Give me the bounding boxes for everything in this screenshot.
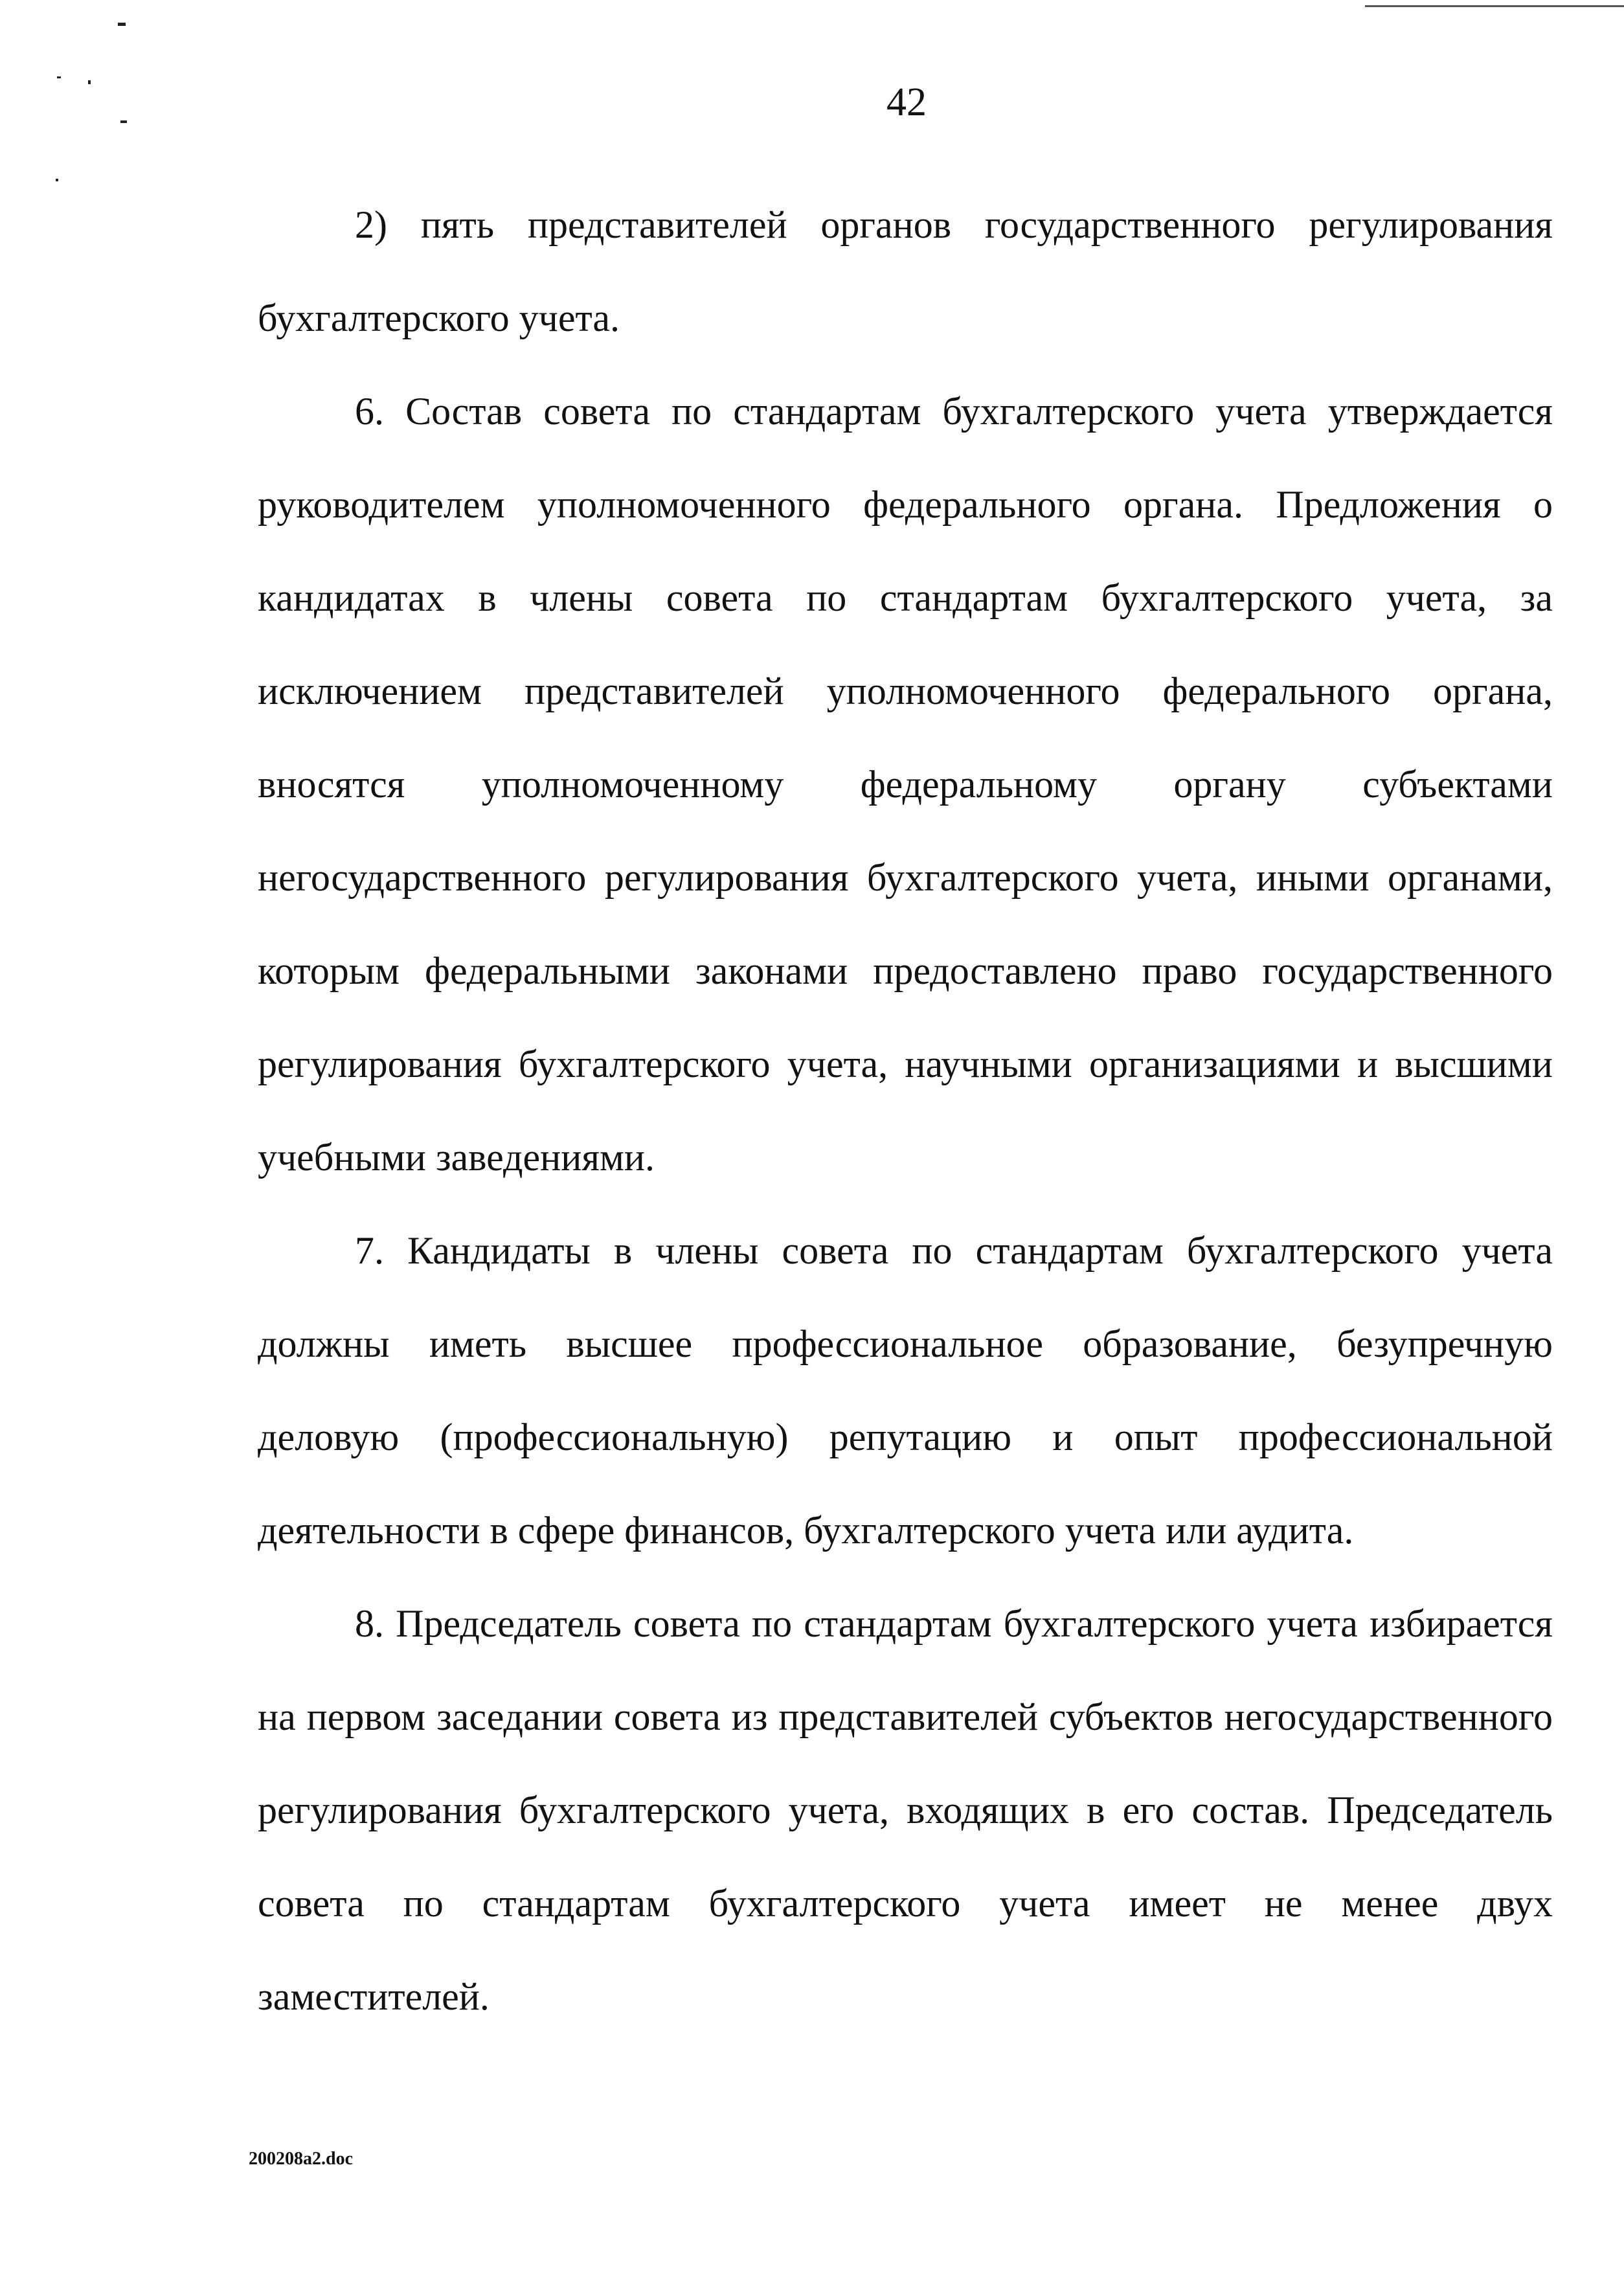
scan-mark: [88, 80, 91, 84]
scan-mark: [120, 120, 127, 123]
paragraph-8: 8. Председатель совета по стандартам бухгалтерского учета избирается на первом заседании совета из представителей субъектов негосударственного регулирования бухгалтерского учета, входящих в его состав. Председатель совета по стандартам бухгалтерского учета имеет не менее двух заместителей.: [258, 1602, 1553, 2018]
paragraph-item-2: 2) пять представителей органов государственного регулирования бухгалтерского учета.: [258, 203, 1553, 339]
document-body: [258, 178, 1553, 2043]
scan-mark: [57, 76, 61, 78]
paragraph-6: 6. Состав совета по стандартам бухгалтерского учета утверждается руководителем уполномоченного федерального органа. Предложения о кандидатах в члены совета по стандартам бухгалтерского учета, за исключением представителей уполномоченного федерального органа, вносятся уполномоченному федеральному органу субъектами негосударственного регулирования бухгалтерского учета, иными органами, которым федеральными законами предоставлено право государственного регулирования бухгалтерского учета, научными организациями и высшими учебными заведениями.: [258, 390, 1553, 1179]
page-number: 42: [886, 80, 927, 124]
scan-mark: [118, 23, 126, 26]
scan-mark: [56, 179, 58, 181]
footer-filename: 200208a2.doc: [249, 2149, 353, 2169]
scan-top-rule: [1365, 5, 1624, 7]
paragraph-7: 7. Кандидаты в члены совета по стандартам бухгалтерского учета должны иметь высшее профессиональное образование, безупречную деловую (профессиональную) репутацию и опыт профессиональной деятельности в сфере финансов, бухгалтерского учета или аудита.: [258, 1229, 1553, 1552]
